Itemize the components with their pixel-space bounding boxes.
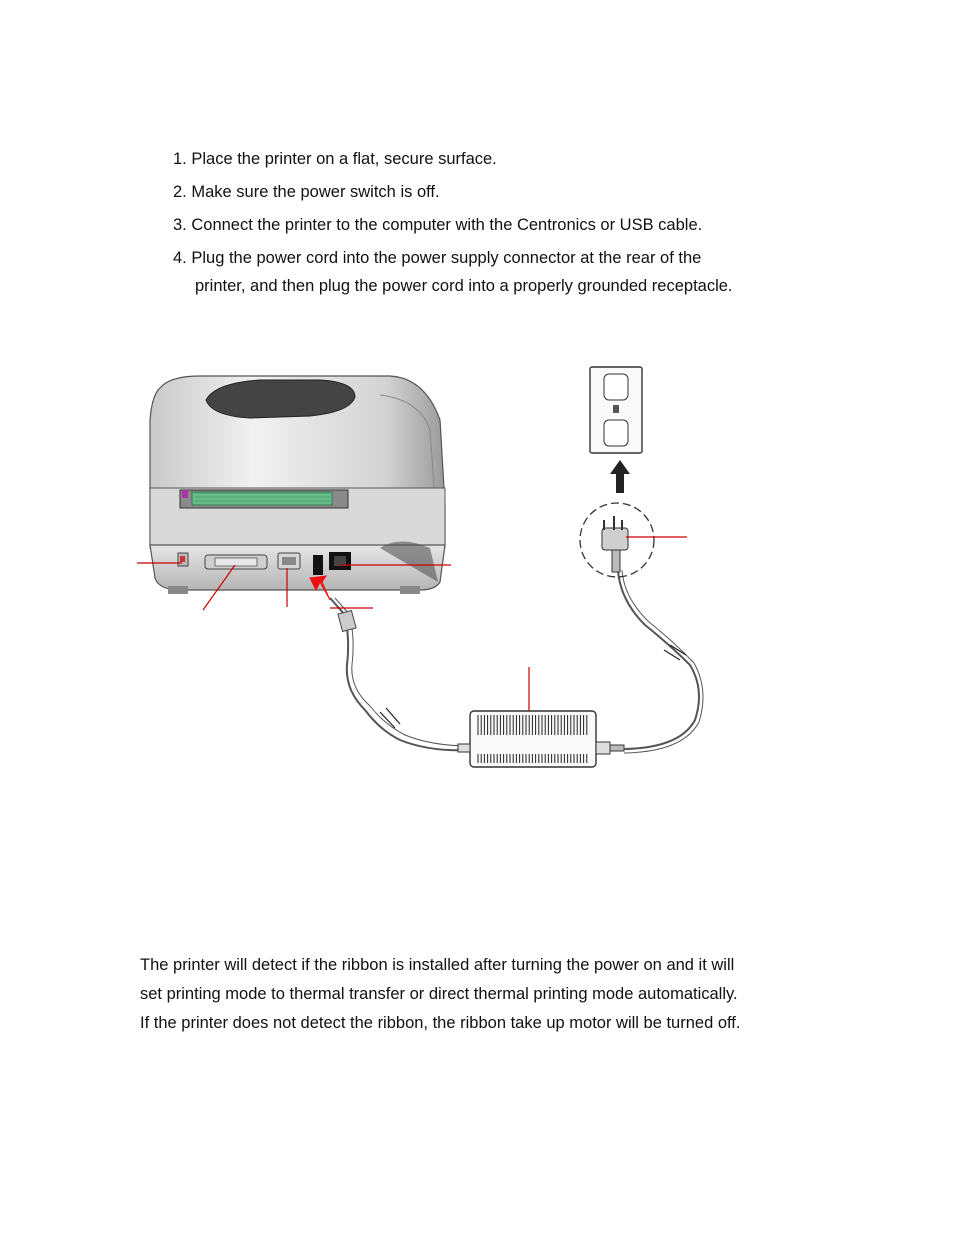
step-text-continuation: printer, and then plug the power cord into a properly grounded receptacle.	[195, 277, 733, 295]
note-line: If the printer does not detect the ribbon, the ribbon take up motor will be turned off.	[140, 1014, 741, 1032]
step-text: Connect the printer to the computer with the Centronics or USB cable.	[191, 216, 703, 234]
step-number: 1.	[173, 150, 187, 168]
note-line: set printing mode to thermal transfer or direct thermal printing mode automatically.	[140, 985, 738, 1003]
note-line: The printer will detect if the ribbon is installed after turning the power on and it will	[140, 956, 735, 974]
step-number: 3.	[173, 216, 187, 234]
step-text: Place the printer on a flat, secure surface.	[191, 150, 497, 168]
step-text: Make sure the power switch is off.	[191, 183, 440, 201]
printer-rear-view	[150, 376, 445, 594]
power-adapter	[458, 711, 624, 767]
step-text: Plug the power cord into the power supply connector at the rear of the	[191, 249, 702, 267]
step-number: 4.	[173, 249, 187, 267]
step-number: 2.	[173, 183, 187, 201]
ac-power-cord	[618, 570, 703, 753]
plug-detail	[580, 503, 654, 577]
dc-cable	[330, 598, 470, 750]
wall-outlet	[590, 367, 642, 453]
up-arrow-icon	[610, 460, 630, 493]
ribbon-detection-note	[140, 951, 830, 1038]
